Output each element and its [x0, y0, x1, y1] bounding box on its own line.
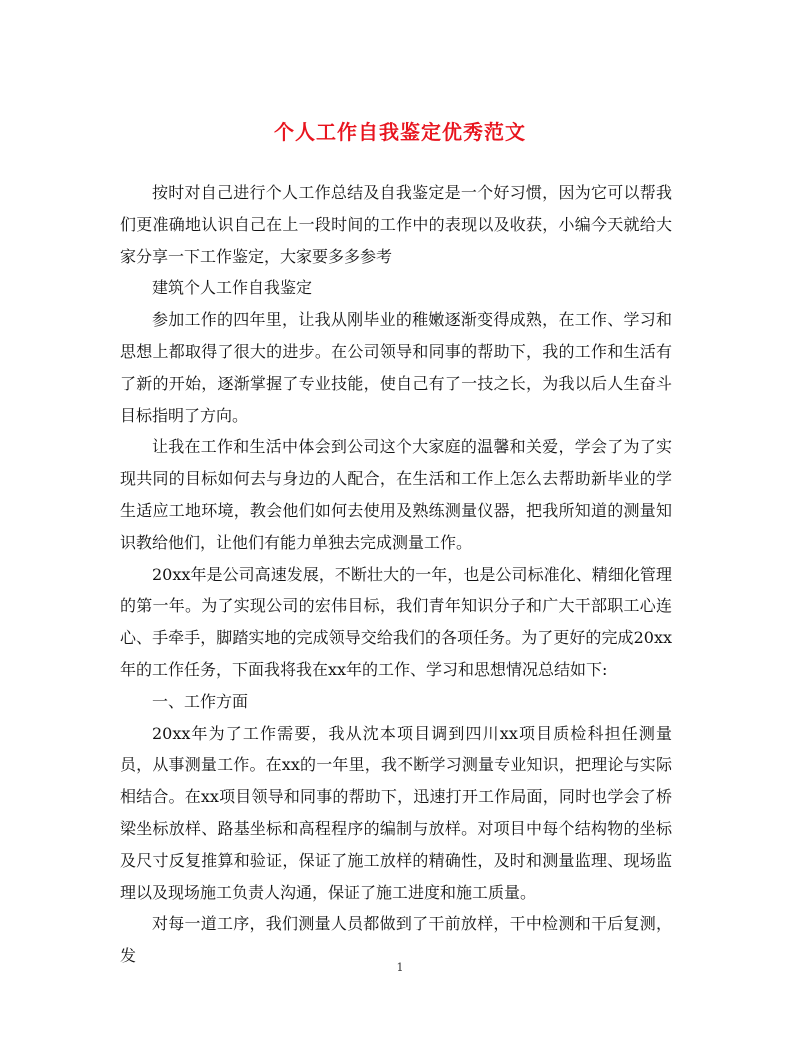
- subsection-heading: 一、工作方面: [152, 691, 249, 711]
- paragraph-intro: 按时对自己进行个人工作总结及自我鉴定是一个好习惯，因为它可以帮我们更准确地认识自己在上一段时间的工作中的表现以及收获，小编今天就给大家分享一下工作鉴定，大家要多多参考: [120, 183, 672, 266]
- paragraph: 20xx年是公司高速发展，不断壮大的一年，也是公司标准化、精细化管理的第一年。为了实现公司的宏伟目标，我们青年知识分子和广大干部职工心连心、手牵手，脚踏实地的完成领导交给我们的各项任务。为了更好的完成20xx年的工作任务，下面我将我在xx年的工作、学习和思想情况总结如下:: [120, 564, 672, 679]
- paragraph: 对每一道工序，我们测量人员都做到了干前放样，干中检测和干后复测，发: [120, 914, 672, 966]
- paragraph: 参加工作的四年里，让我从刚毕业的稚嫩逐渐变得成熟，在工作、学习和思想上都取得了很大的进步。在公司领导和同事的帮助下，我的工作和生活有了新的开始，逐渐掌握了专业技能，使自己有了一技之长，为我以后人生奋斗目标指明了方向。: [120, 310, 672, 425]
- document-title: 个人工作自我鉴定优秀范文: [274, 120, 526, 144]
- paragraph: 20xx年为了工作需要，我从沈本项目调到四川xx项目质检科担任测量员，从事测量工作。在xx的一年里，我不断学习测量专业知识，把理论与实际相结合。在xx项目领导和同事的帮助下，迅速打开工作局面，同时也学会了桥梁坐标放样、路基坐标和高程程序的编制与放样。对项目中每个结构物的坐标及尺寸反复推算和验证，保证了施工放样的精确性，及时和测量监理、现场监理以及现场施工负责人沟通，保证了施工进度和施工质量。: [120, 723, 672, 902]
- page-number: 1: [396, 961, 404, 974]
- document-body: [120, 177, 672, 972]
- paragraph: 让我在工作和生活中体会到公司这个大家庭的温馨和关爱，学会了为了实现共同的目标如何去与身边的人配合，在生活和工作上怎么去帮助新毕业的学生适应工地环境，教会他们如何去使用及熟练测量仪器，把我所知道的测量知识教给他们，让他们有能力单独去完成测量工作。: [120, 437, 672, 552]
- section-heading: 建筑个人工作自我鉴定: [152, 278, 313, 298]
